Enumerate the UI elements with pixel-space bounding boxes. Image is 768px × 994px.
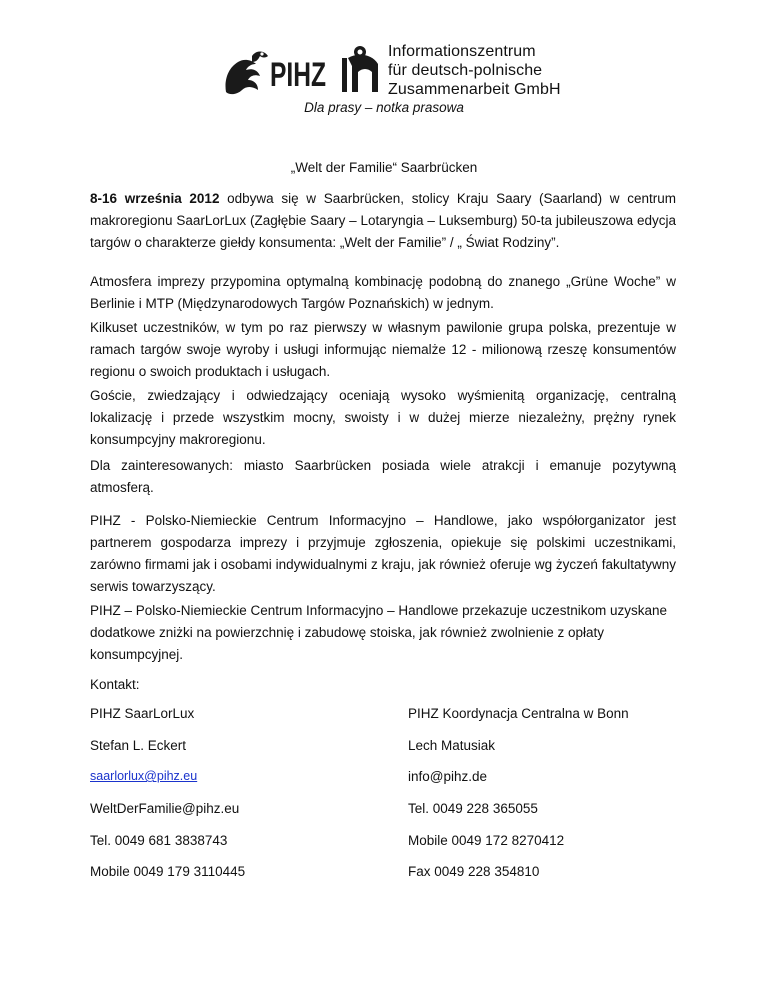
logo-line-2: für deutsch-polnische bbox=[388, 62, 543, 79]
pihz-logo-mark bbox=[222, 42, 392, 98]
contact-right-mobile: Mobile 0049 172 8270412 bbox=[408, 833, 565, 848]
contact-right-fax: Fax 0049 228 354810 bbox=[408, 864, 540, 879]
paragraph-3: Kilkuset uczestników, w tym po raz pierwszy w własnym pawilonie grupa polska, prezentuje w ramach targów swoje wyroby i usługi informując niemalże 12 - milionową rzeszę konsumentów regionu o swoich produktach i usługach. bbox=[90, 320, 676, 379]
document-title: „Welt der Familie“ Saarbrücken bbox=[290, 160, 478, 175]
logo-company-name bbox=[388, 42, 561, 99]
contact-right-email: info@pihz.de bbox=[408, 769, 488, 784]
contact-label: Kontakt: bbox=[90, 677, 140, 692]
paragraph-1-text: odbywa się w Saarbrücken, stolicy Kraju Saary (Saarland) w centrum makroregionu SaarLorLux (Zagłębie Saary – Lotaryngia – Luksemburg) 50-ta jubileuszowa edycja targów o charakterze giełdy konsumenta: „Welt der Familie” / „ Świat Rodziny”. bbox=[90, 191, 676, 250]
contact-left-email-link[interactable]: saarlorlux@pihz.eu bbox=[90, 769, 198, 783]
logo-line-1: Informationszentrum bbox=[388, 43, 536, 60]
logo-line-3: Zusammenarbeit GmbH bbox=[388, 81, 561, 98]
logo-letters: PIHZ bbox=[270, 56, 326, 94]
paragraph-2: Atmosfera imprezy przypomina optymalną kombinację podobną do znanego „Grüne Woche” w Berlinie i MTP (Międzynarodowych Targów Poznańskich) w jednym. bbox=[90, 274, 676, 311]
contact-right-phone: Tel. 0049 228 365055 bbox=[408, 801, 538, 816]
paragraph-4: Goście, zwiedzający i odwiedzający oceniają wysoko wyśmienitą organizację, centralną lokalizację i przede wszystkim mocny, swoisty i w dużej mierze niezależny, prężny rynek konsumpcyjny makroregionu. bbox=[90, 388, 676, 447]
company-logo bbox=[222, 42, 562, 98]
paragraph-6: PIHZ - Polsko-Niemieckie Centrum Informacyjno – Handlowe, jako współorganizator jest partnerem gospodarza imprezy i przyjmuje zgłoszenia, opiekuje się polskimi uczestnikami, zarówno firmami jak i osobami indywidualnymi z kraju, jak również oferuje wg życzeń fakultatywny serwis towarzyszący. bbox=[90, 513, 676, 594]
event-dates: 8-16 września 2012 bbox=[90, 191, 220, 206]
contact-right-org: PIHZ Koordynacja Centralna w Bonn bbox=[408, 706, 629, 721]
press-note-subtitle: Dla prasy – notka prasowa bbox=[304, 100, 464, 115]
contact-left-email-2: WeltDerFamilie@pihz.eu bbox=[90, 801, 240, 816]
contact-left-person: Stefan L. Eckert bbox=[90, 738, 187, 753]
paragraph-1 bbox=[90, 188, 676, 254]
paragraph-7: PIHZ – Polsko-Niemieckie Centrum Informacyjno – Handlowe przekazuje uczestnikom uzyskane dodatkowe zniżki na powierzchnię i zabudowę stoiska, jak również zwolnienie z opłaty konsumpcyjnej. bbox=[90, 603, 667, 662]
contact-left-mobile: Mobile 0049 179 3110445 bbox=[90, 864, 246, 879]
contact-right-person: Lech Matusiak bbox=[408, 738, 496, 753]
contact-left-org: PIHZ SaarLorLux bbox=[90, 706, 195, 721]
paragraph-5: Dla zainteresowanych: miasto Saarbrücken posiada wiele atrakcji i emanuje pozytywną atmosferą. bbox=[90, 458, 676, 495]
contact-left-phone: Tel. 0049 681 3838743 bbox=[90, 833, 228, 848]
